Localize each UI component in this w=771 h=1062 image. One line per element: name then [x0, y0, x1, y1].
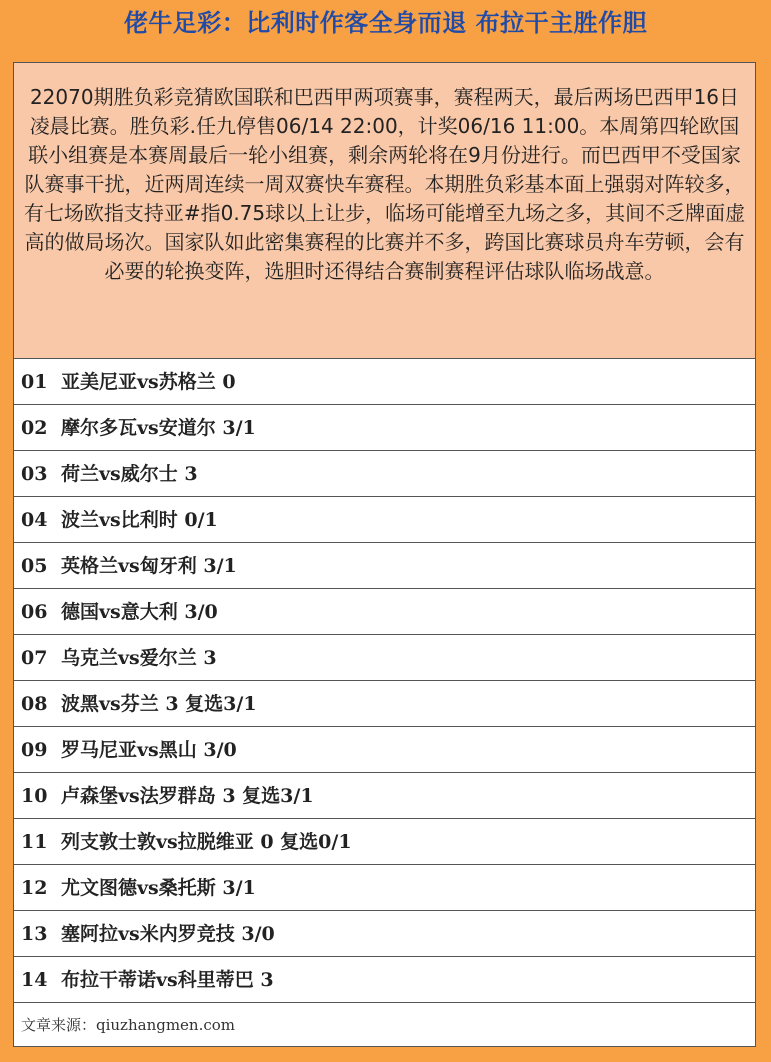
match-row-02 — [14, 405, 755, 451]
match-number: 12 — [21, 877, 48, 899]
match-number: 06 — [21, 601, 48, 623]
match-row-11 — [14, 819, 755, 865]
match-pick: 摩尔多瓦vs安道尔 3/1 — [61, 417, 256, 439]
match-row-07 — [14, 635, 755, 681]
match-number: 14 — [21, 969, 48, 991]
match-row-01 — [14, 359, 755, 405]
source-attribution: 文章来源：qiuzhangmen.com — [21, 1016, 236, 1034]
match-pick: 布拉干蒂诺vs科里蒂巴 3 — [61, 969, 274, 991]
match-number: 04 — [21, 509, 48, 531]
match-number: 05 — [21, 555, 48, 577]
match-row-03 — [14, 451, 755, 497]
match-row-14 — [14, 957, 755, 1003]
match-row-04 — [14, 497, 755, 543]
match-row-06 — [14, 589, 755, 635]
page-title: 佬牛足彩：比利时作客全身而退 布拉干主胜作胆 — [123, 9, 648, 37]
match-pick: 亚美尼亚vs苏格兰 0 — [61, 371, 236, 393]
match-number: 01 — [21, 371, 48, 393]
match-number: 10 — [21, 785, 48, 807]
match-number: 08 — [21, 693, 48, 715]
match-pick: 尤文图德vs桑托斯 3/1 — [61, 877, 256, 899]
match-row-08 — [14, 681, 755, 727]
match-number: 07 — [21, 647, 48, 669]
match-row-09 — [14, 727, 755, 773]
match-number: 11 — [21, 831, 48, 853]
match-number: 13 — [21, 923, 48, 945]
match-number: 09 — [21, 739, 48, 761]
match-pick: 波兰vs比利时 0/1 — [61, 509, 218, 531]
match-row-13 — [14, 911, 755, 957]
match-pick: 荷兰vs威尔士 3 — [61, 463, 198, 485]
match-pick: 罗马尼亚vs黑山 3/0 — [61, 739, 237, 761]
match-pick: 乌克兰vs爱尔兰 3 — [61, 647, 217, 669]
match-pick: 波黑vs芬兰 3 复选3/1 — [61, 693, 257, 715]
match-pick: 德国vs意大利 3/0 — [61, 601, 218, 623]
match-row-12 — [14, 865, 755, 911]
match-row-05 — [14, 543, 755, 589]
match-pick: 英格兰vs匈牙利 3/1 — [61, 555, 237, 577]
match-list — [14, 359, 755, 1003]
match-number: 02 — [21, 417, 48, 439]
intro-paragraph: 22070期胜负彩竞猜欧国联和巴西甲两项赛事，赛程两天，最后两场巴西甲16日凌晨比赛。胜负彩.任九停售06/14 22:00，计奖06/16 11:00。本周第四轮欧国联小组赛是本赛周最后一轮小组赛，剩余两轮将在9月份进行。而巴西甲不受国家队赛事干扰，近两周连续一周双赛快车赛程。本期胜负彩基本面上强弱对阵较多，有七场欧指支持亚#指0.75球以上让步，临场可能增至九场之多，其间不乏牌面虚高的做局场次。国家队如此密集赛程的比赛并不多，跨国比赛球员舟车劳顿，会有必要的轮换变阵，选胆时还得结合赛制赛程评估球队临场战意。 — [14, 63, 755, 359]
match-number: 03 — [21, 463, 48, 485]
match-row-10 — [14, 773, 755, 819]
match-pick: 列支敦士敦vs拉脱维亚 0 复选0/1 — [61, 831, 352, 853]
match-pick: 卢森堡vs法罗群岛 3 复选3/1 — [61, 785, 314, 807]
match-pick: 塞阿拉vs米内罗竞技 3/0 — [61, 923, 275, 945]
article-frame — [13, 62, 756, 1047]
